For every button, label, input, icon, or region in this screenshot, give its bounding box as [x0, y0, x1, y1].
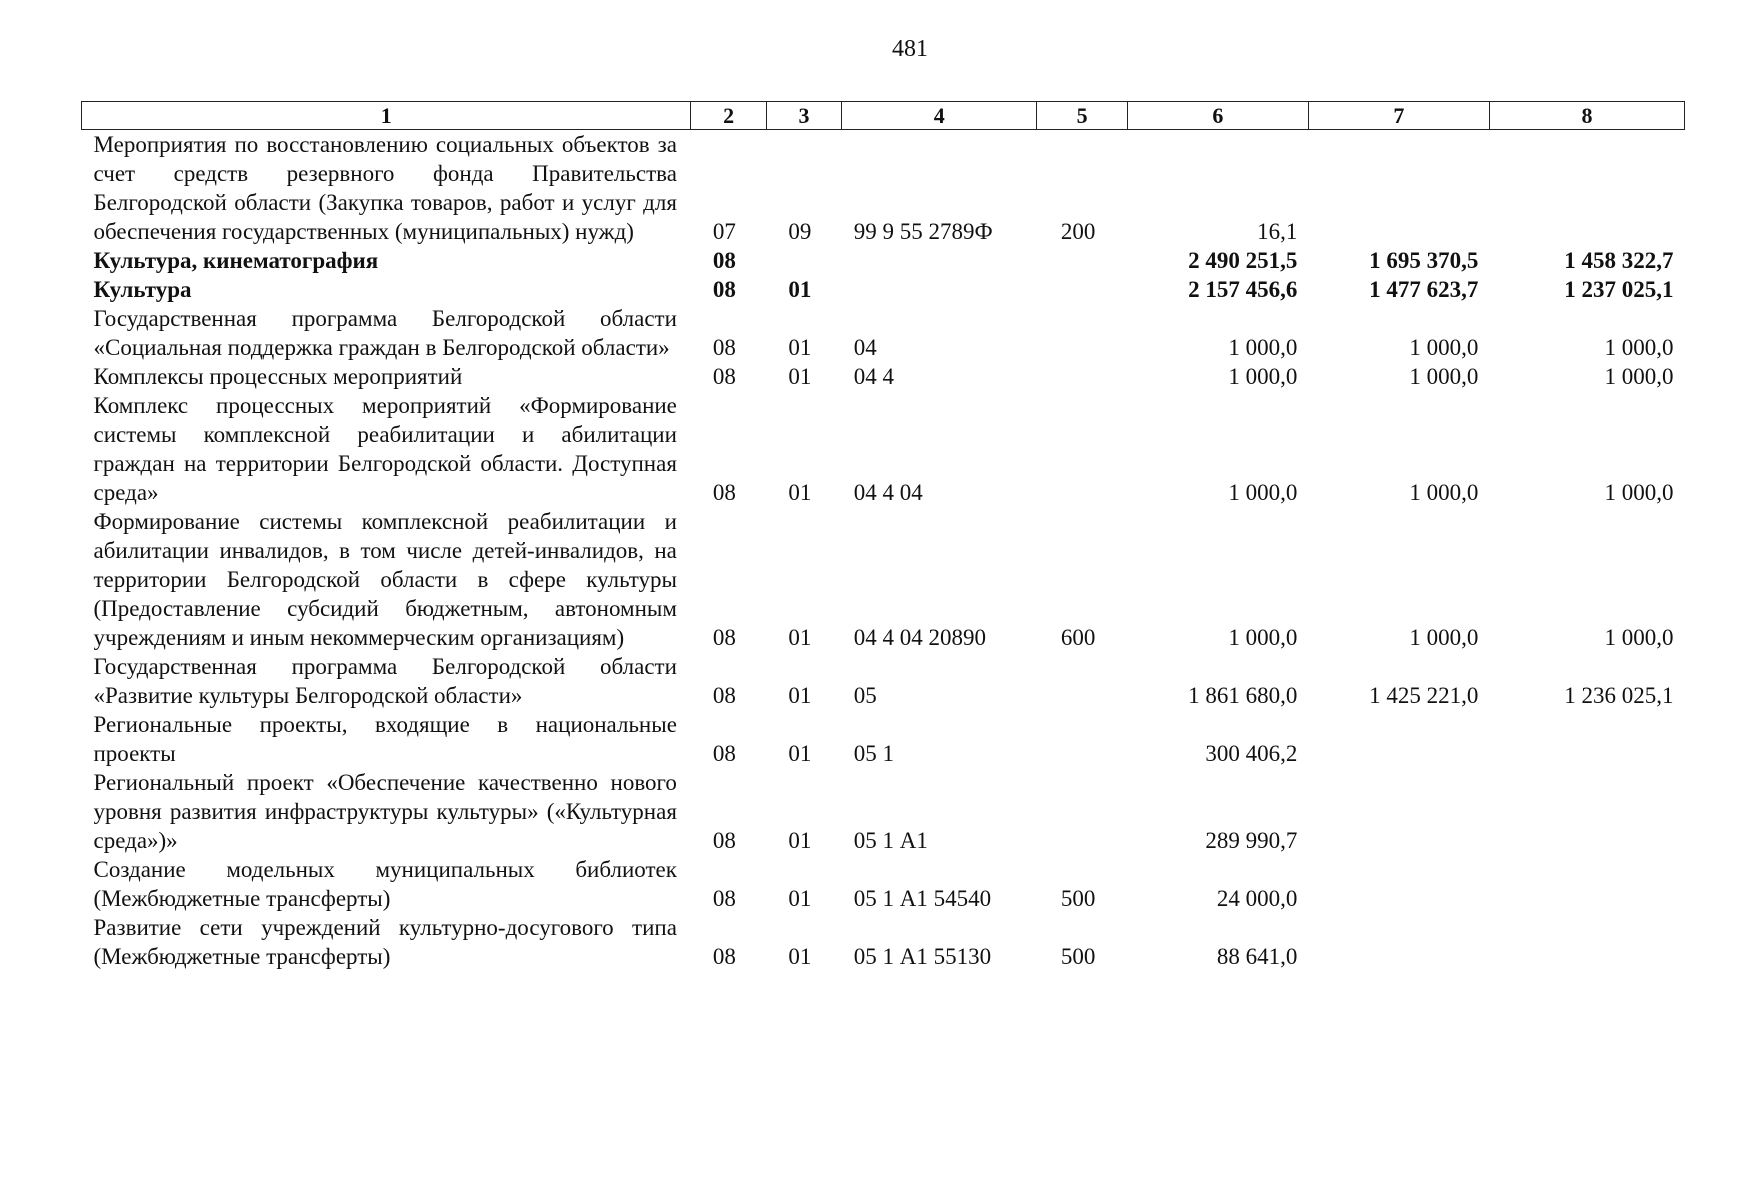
- row-amount-col7-cell: 1 000,0: [1409, 480, 1479, 505]
- row-name-cell: Формирование системы комплексной реабилитации и абилитации инвалидов, в том числе детей-инвалидов, на территории Белгородской области в сфере культуры (Предоставление субсидий бюджетным, автономным учреждениям и иным некоммерческим организациям): [93, 509, 677, 650]
- row-target-article-cell: 04 4 04: [853, 480, 923, 505]
- row-target-article-cell: [842, 246, 1037, 275]
- row-section-cell: 08: [712, 625, 736, 650]
- row-target-article-cell: 04: [853, 335, 877, 360]
- row-expense-type-cell: [1037, 652, 1128, 710]
- row-amount-col7-cell: [1308, 855, 1489, 913]
- row-target-article-cell: 04 4: [853, 364, 894, 389]
- row-expense-type-cell: [1037, 362, 1128, 391]
- row-section-cell: 08: [712, 364, 736, 389]
- row-amount-col7-cell: 1 000,0: [1409, 625, 1479, 650]
- row-expense-type-cell: [1037, 275, 1128, 304]
- column-header-6: 6: [1127, 102, 1308, 130]
- row-section-cell: 07: [712, 219, 736, 244]
- column-header-5: 5: [1037, 102, 1128, 130]
- row-subsection-cell: 01: [788, 741, 812, 766]
- row-amount-col8-cell: 1 236 025,1: [1564, 683, 1674, 708]
- row-name-cell: Культура, кинематография: [93, 248, 379, 273]
- row-amount-col8-cell: 1 000,0: [1604, 335, 1674, 360]
- row-amount-col8-cell: 1 458 322,7: [1564, 248, 1674, 273]
- row-section-cell: 08: [712, 335, 736, 360]
- table-row: [82, 362, 1685, 391]
- row-amount-col8-cell: 1 237 025,1: [1564, 277, 1674, 302]
- row-section-cell: 08: [712, 944, 736, 969]
- row-expense-type-cell: [1037, 391, 1128, 507]
- row-section-cell: 08: [712, 741, 736, 766]
- row-amount-col8-cell: [1489, 855, 1684, 913]
- row-name-cell: Комплекс процессных мероприятий «Формирование системы комплексной реабилитации и абилитации граждан на территории Белгородской области. Доступная среда»: [93, 393, 677, 505]
- row-name-cell: Комплексы процессных мероприятий: [93, 364, 463, 389]
- row-target-article-cell: 04 4 04 20890: [853, 625, 986, 650]
- row-name-cell: Региональный проект «Обеспечение качественно нового уровня развития инфраструктуры культуры» («Культурная среда»)»: [93, 770, 677, 853]
- column-header-3: 3: [766, 102, 841, 130]
- row-subsection-cell: 01: [788, 480, 812, 505]
- row-expense-type-cell: 500: [1060, 886, 1096, 911]
- row-amount-col6-cell: 1 861 680,0: [1188, 683, 1298, 708]
- table-row: [82, 652, 1685, 710]
- row-subsection-cell: 01: [788, 683, 812, 708]
- column-header-2: 2: [691, 102, 766, 130]
- row-target-article-cell: 99 9 55 2789Ф: [853, 219, 993, 244]
- row-expense-type-cell: 500: [1060, 944, 1096, 969]
- row-amount-col7-cell: [1308, 913, 1489, 971]
- row-amount-col6-cell: 1 000,0: [1228, 335, 1298, 360]
- row-name-cell: Создание модельных муниципальных библиотек (Межбюджетные трансферты): [93, 857, 677, 911]
- row-amount-col7-cell: [1308, 130, 1489, 247]
- table-row: [82, 507, 1685, 652]
- column-header-7: 7: [1308, 102, 1489, 130]
- row-amount-col7-cell: 1 695 370,5: [1369, 248, 1479, 273]
- table-row: [82, 710, 1685, 768]
- row-amount-col6-cell: 24 000,0: [1216, 886, 1298, 911]
- row-amount-col6-cell: 2 157 456,6: [1188, 277, 1298, 302]
- row-subsection-cell: 01: [788, 625, 812, 650]
- row-amount-col7-cell: 1 425 221,0: [1369, 683, 1479, 708]
- row-expense-type-cell: [1037, 246, 1128, 275]
- row-expense-type-cell: [1037, 768, 1128, 855]
- row-name-cell: Развитие сети учреждений культурно-досугового типа (Межбюджетные трансферты): [93, 915, 677, 969]
- row-amount-col6-cell: 16,1: [1257, 219, 1298, 244]
- row-name-cell: Государственная программа Белгородской области «Социальная поддержка граждан в Белгородской области»: [93, 306, 677, 360]
- row-name-cell: Культура: [93, 277, 192, 302]
- row-amount-col7-cell: 1 477 623,7: [1369, 277, 1479, 302]
- row-amount-col7-cell: 1 000,0: [1409, 364, 1479, 389]
- row-section-cell: 08: [712, 480, 736, 505]
- row-amount-col8-cell: 1 000,0: [1604, 364, 1674, 389]
- row-section-cell: 08: [712, 828, 736, 853]
- row-amount-col7-cell: 1 000,0: [1409, 335, 1479, 360]
- table-row: [82, 130, 1685, 247]
- page-number: 481: [892, 36, 928, 62]
- table-row: [82, 275, 1685, 304]
- row-target-article-cell: 05 1 А1 55130: [853, 944, 992, 969]
- row-target-article-cell: 05 1 А1: [853, 828, 928, 853]
- row-amount-col8-cell: [1489, 710, 1684, 768]
- row-amount-col8-cell: 1 000,0: [1604, 480, 1674, 505]
- row-target-article-cell: [842, 275, 1037, 304]
- row-amount-col6-cell: 2 490 251,5: [1188, 248, 1298, 273]
- column-header-8: 8: [1489, 102, 1684, 130]
- row-amount-col6-cell: 300 406,2: [1205, 741, 1298, 766]
- row-amount-col8-cell: [1489, 130, 1684, 247]
- row-amount-col6-cell: 1 000,0: [1228, 625, 1298, 650]
- table-row: [82, 768, 1685, 855]
- row-subsection-cell: 01: [788, 828, 812, 853]
- row-expense-type-cell: [1037, 304, 1128, 362]
- row-section-cell: 08: [712, 683, 736, 708]
- table-row: [82, 304, 1685, 362]
- row-target-article-cell: 05: [853, 683, 877, 708]
- row-amount-col6-cell: 1 000,0: [1228, 364, 1298, 389]
- row-subsection-cell: 09: [788, 219, 812, 244]
- row-subsection-cell: [766, 246, 841, 275]
- row-section-cell: 08: [712, 886, 736, 911]
- column-header-4: 4: [842, 102, 1037, 130]
- row-amount-col7-cell: [1308, 710, 1489, 768]
- row-amount-col8-cell: 1 000,0: [1604, 625, 1674, 650]
- row-expense-type-cell: [1037, 710, 1128, 768]
- row-expense-type-cell: 600: [1060, 625, 1096, 650]
- row-expense-type-cell: 200: [1060, 219, 1096, 244]
- row-amount-col8-cell: [1489, 913, 1684, 971]
- table-body: [82, 130, 1685, 972]
- table-row: [82, 246, 1685, 275]
- table-row: [82, 913, 1685, 971]
- row-subsection-cell: 01: [788, 335, 812, 360]
- row-amount-col8-cell: [1489, 768, 1684, 855]
- row-section-cell: 08: [712, 277, 736, 302]
- row-target-article-cell: 05 1: [853, 741, 894, 766]
- table-row: [82, 391, 1685, 507]
- row-target-article-cell: 05 1 А1 54540: [853, 886, 992, 911]
- row-subsection-cell: 01: [788, 886, 812, 911]
- row-subsection-cell: 01: [788, 944, 812, 969]
- row-name-cell: Региональные проекты, входящие в национальные проекты: [93, 712, 677, 766]
- row-name-cell: Государственная программа Белгородской области «Развитие культуры Белгородской области»: [93, 654, 677, 708]
- table-row: [82, 855, 1685, 913]
- column-header-1: 1: [82, 102, 691, 130]
- header-row: [82, 102, 1685, 130]
- row-amount-col6-cell: 289 990,7: [1205, 828, 1298, 853]
- budget-table: [81, 101, 1685, 971]
- row-subsection-cell: 01: [788, 277, 812, 302]
- row-amount-col6-cell: 88 641,0: [1216, 944, 1298, 969]
- row-amount-col7-cell: [1308, 768, 1489, 855]
- row-subsection-cell: 01: [788, 364, 812, 389]
- row-section-cell: 08: [712, 248, 736, 273]
- row-name-cell: Мероприятия по восстановлению социальных объектов за счет средств резервного фонда Правительства Белгородской области (Закупка товаров, работ и услуг для обеспечения государственных (муниципальных) нужд): [93, 132, 677, 244]
- row-amount-col6-cell: 1 000,0: [1228, 480, 1298, 505]
